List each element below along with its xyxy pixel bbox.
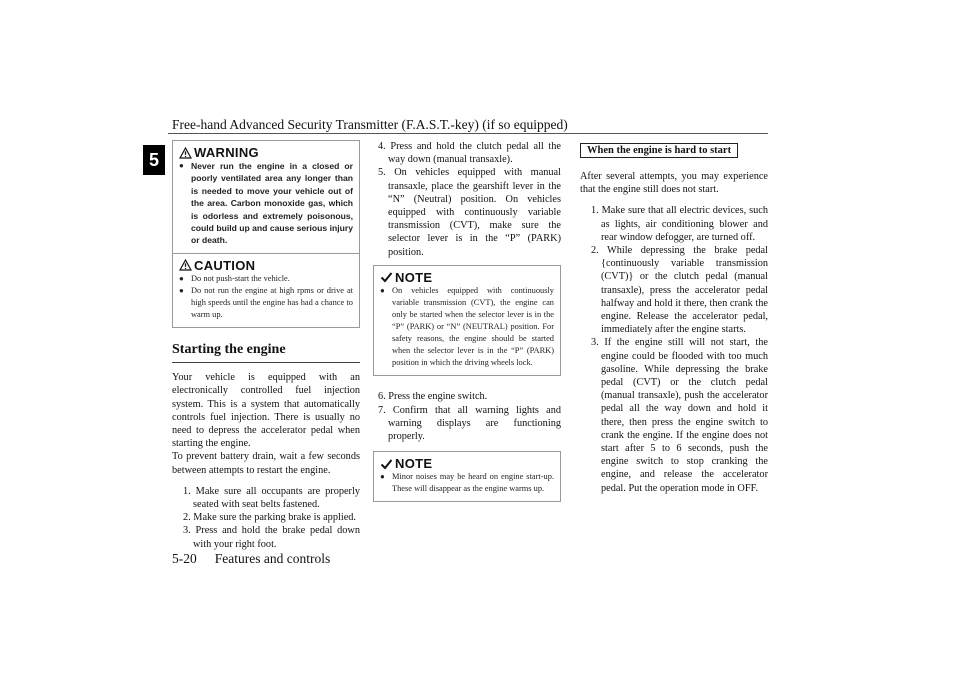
box-divider: [173, 253, 359, 254]
note-list: [380, 471, 554, 495]
note-heading: [380, 270, 554, 285]
warning-list: [179, 160, 353, 247]
page-header-title: Free-hand Advanced Security Transmitter (F.A.S.T.-key) (if so equipped): [172, 117, 568, 132]
page-footer: [172, 551, 330, 567]
step-item: 6. Press the engine switch.: [378, 391, 488, 403]
warning-item: ● Never run the engine in a closed or poorly ventilated area any longer than is needed to move your vehicle out of the area. Carbon monoxide gas, which is odorless and extremely poisonous, could build up and cause serious injury or death.: [179, 160, 353, 247]
caution-heading: [179, 258, 353, 273]
chapter-tab: 5: [143, 145, 165, 175]
step-item: 2. While depressing the brake pedal {continuously variable transmission (CVT)} or the clutch pedal (manual transaxle), press the accelerator pedal halfway and hold it there, then crank the engine. Release the accelerator pedal, immediately after the engine starts.: [591, 245, 768, 336]
step-item: 7. Confirm that all warning lights and warning displays are functioning properly.: [378, 404, 561, 443]
step-item: 1. Make sure that all electric devices, such as lights, air conditioning blower and rear window defogger, are turned off.: [591, 205, 768, 243]
starting-paragraph: Your vehicle is equipped with an electronically controlled fuel injection system. This is a system that automatically controls fuel injection. There is usually no need to depress the accelerator pedal when starting the engine.: [172, 372, 360, 450]
page-number: 5-20: [172, 551, 197, 566]
caution-label: CAUTION: [194, 257, 256, 273]
checkmark-icon: [380, 271, 393, 283]
note-label: NOTE: [395, 269, 433, 285]
column-1: [172, 140, 360, 551]
hard-start-intro: After several attempts, you may experience that the engine still does not start.: [580, 171, 768, 196]
note-list: [380, 285, 554, 370]
note-box: [373, 265, 561, 377]
starting-steps-list-continued: [373, 390, 561, 443]
caution-triangle-icon: [179, 259, 192, 271]
starting-steps-list: [172, 485, 360, 551]
starting-paragraph: To prevent battery drain, wait a few seconds between attempts to restart the engine.: [172, 451, 360, 476]
note-heading: [380, 456, 554, 471]
hard-start-steps-list: [580, 204, 768, 494]
warning-triangle-icon: [179, 147, 192, 159]
warning-heading: [179, 145, 353, 160]
note-label: NOTE: [395, 456, 433, 472]
note-item: ● Minor noises may be heard on engine start-up. These will disappear as the engine warms up.: [380, 471, 554, 495]
footer-section-name: Features and controls: [214, 551, 331, 566]
step-item: 3. If the engine still will not start, the engine could be flooded with too much gasoline. While depressing the brake pedal (CVT) or the clutch pedal (manual transaxle), push the accelerator pedal all the way down and hold it there, then press the engine switch to crank the engine. If the engine does not start after 5 to 6 seconds, push the engine switch to stop cranking the engine, and release the accelerator pedal. Put the operation mode in OFF.: [591, 337, 768, 494]
step-item: 1. Make sure all occupants are properly seated with seat belts fastened.: [183, 485, 360, 511]
caution-list: [179, 273, 353, 321]
header-rule: [168, 133, 768, 134]
step-item: 4. Press and hold the clutch pedal all the way down (manual transaxle).: [378, 141, 561, 166]
column-3: [580, 140, 768, 495]
caution-item: ● Do not push-start the vehicle.: [179, 273, 353, 285]
step-item: 2. Make sure the parking brake is applied.: [183, 512, 356, 524]
note-item: ● On vehicles equipped with continuously variable transmission (CVT), the engine can only be started when the selector lever is in the “P” (PARK) or “N” (NEUTRAL) position. For safety reasons, the engine should be started when the selector lever is in the “P” (PARK) position in which the driving wheels lock.: [380, 285, 554, 370]
starting-steps-list-continued: [373, 140, 561, 259]
subsection-heading-hard-to-start: When the engine is hard to start: [580, 143, 738, 158]
warning-label: WARNING: [194, 145, 259, 160]
step-item: 5. On vehicles equipped with manual transaxle, place the gearshift lever in the “N” (Neutral) position. On vehicles equipped with continuously variable transmission (CVT), make sure the selector lever is in the “P” (PARK) position.: [378, 167, 561, 258]
column-2: [373, 140, 561, 502]
warning-caution-box: [172, 140, 360, 328]
note-box: [373, 451, 561, 502]
caution-item: ● Do not run the engine at high rpms or drive at high speeds until the engine has had a chance to warm up.: [179, 285, 353, 321]
step-item: 3. Press and hold the brake pedal down with your right foot.: [183, 525, 360, 550]
section-title-starting-engine: Starting the engine: [172, 342, 360, 363]
checkmark-icon: [380, 458, 393, 470]
